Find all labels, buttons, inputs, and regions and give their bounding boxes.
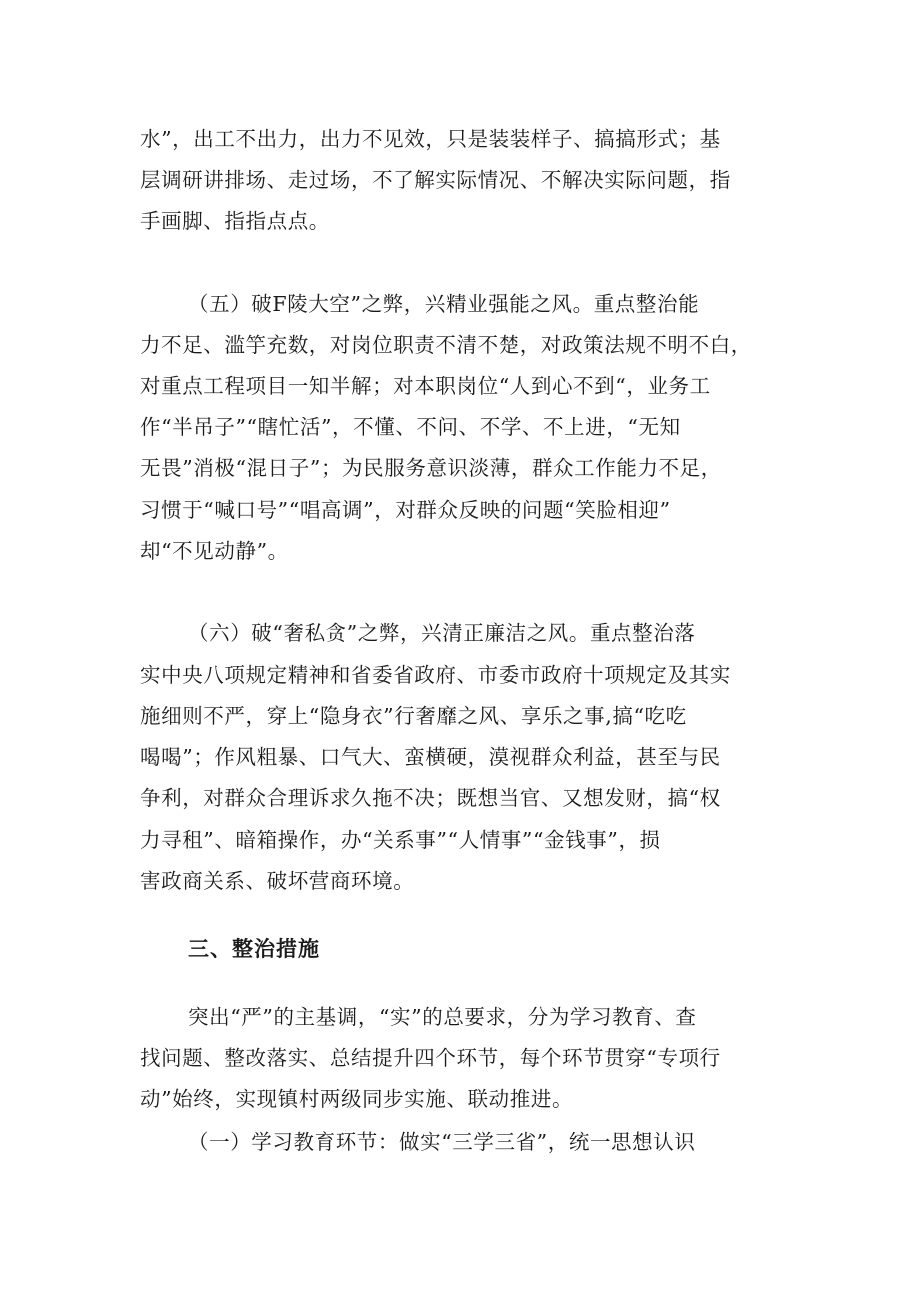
section-heading: 三、整治措施 [188,937,320,961]
text-line: （五）破F陵大空”之弊，兴精业强能之风。重点整治能 [188,292,700,316]
text-line: 作“半吊子”“瞎忙活”，不懂、不问、不学、不上进，“无知 [140,415,681,439]
text-line: 却“不见动静”。 [140,539,289,563]
text-line: 无畏”消极“混日子”；为民服务意识淡薄，群众工作能力不足， [140,456,722,480]
text-line: 力寻租”、暗箱操作，办“关系事”“人情事”“金钱事”，损 [140,828,661,852]
text-line: 找问题、整改落实、总结提升四个环节，每个环节贯穿“专项行 [140,1046,721,1070]
text-line: 力不足、滥竽充数，对岗位职责不清不楚，对政策法规不明不白， [140,333,752,357]
text-line: 实中央八项规定精神和省委省政府、市委市政府十项规定及其实 [140,663,731,687]
text-line: 动”始终，实现镇村两级同步实施、联动推进。 [140,1087,574,1111]
text-line: （六）破“奢私贪”之弊，兴清正廉洁之风。重点整治落 [188,621,696,645]
text-line: 习惯于“喊口号”“唱高调”，对群众反映的问题“笑脸相迎” [140,498,671,522]
text-line: 害政商关系、破坏营商环境。 [140,869,415,893]
text-line: 手画脚、指指点点。 [140,209,330,233]
text-line: 对重点工程项目一知半解；对本职岗位“人到心不到“，业务工 [140,374,711,398]
text-line: 争利，对群众合理诉求久拖不决；既想当官、又想发财，搞“权 [140,786,721,810]
text-line: 施细则不严，穿上“隐身衣”行奢靡之风、享乐之事,搞“吃吃 [140,704,687,728]
text-line: 突出“严”的主基调，“实”的总要求，分为学习教育、查 [188,1005,697,1029]
text-line: 喝喝”；作风粗暴、口气大、蛮横硬，漠视群众利益，甚至与民 [140,745,721,769]
text-line: 水”，出工不出力，出力不见效，只是装装样子、搞搞形式；基 [140,127,721,151]
text-line: （一）学习教育环节：做实“三学三省”，统一思想认识 [188,1130,696,1154]
text-line: 层调研讲排场、走过场，不了解实际情况、不解决实际问题，指 [140,168,731,192]
